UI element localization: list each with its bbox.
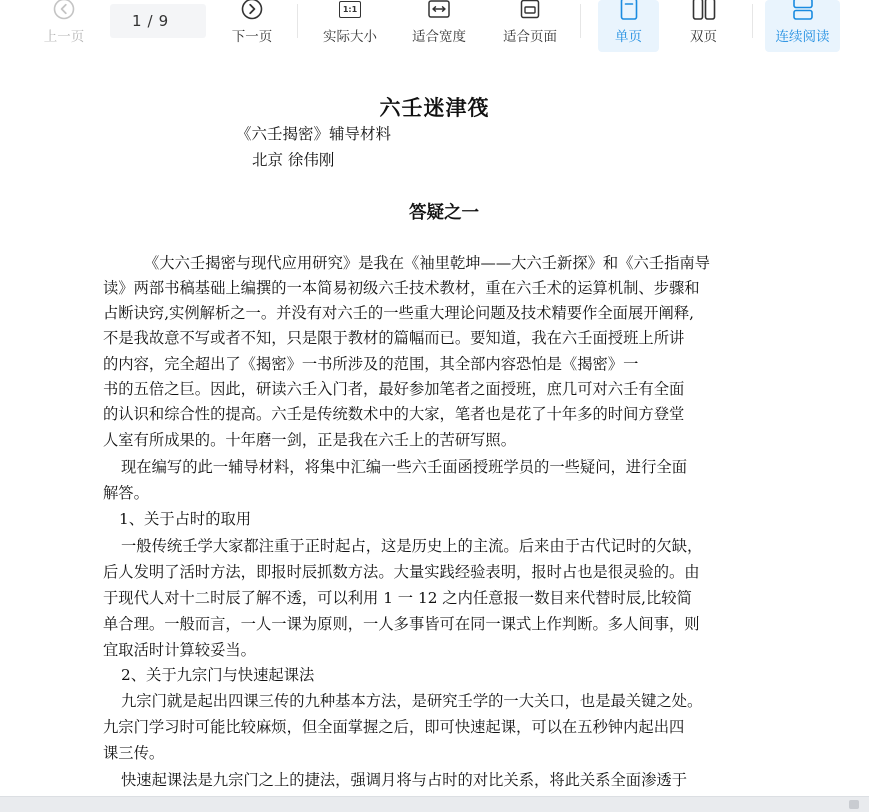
- text-line: 宜取活时计算较妥当。: [103, 641, 256, 659]
- actual-size-label: 实际大小: [323, 29, 377, 45]
- fit-page-icon: [520, 0, 540, 20]
- document-page: [0, 56, 869, 796]
- fit-width-button[interactable]: [407, 0, 471, 52]
- document-title: 六壬迷津筏: [379, 95, 490, 120]
- text-line: 人室有所成果的。十年磨一剑，正是我在六壬上的苦研写照。: [103, 431, 517, 449]
- single-page-label: 单页: [615, 29, 642, 45]
- continuous-read-button[interactable]: [765, 0, 840, 52]
- text-line: 快速起课法是九宗门之上的捷法，强调月将与占时的对比关系，将此关系全面渗透于: [121, 771, 687, 789]
- double-page-button[interactable]: [673, 0, 734, 52]
- text-line: 解答。: [103, 484, 149, 502]
- prev-page-button[interactable]: [40, 0, 88, 52]
- text-line: 后人发明了活时方法，即报时辰抓数方法。大量实践经验表明，报时占也是很灵验的。由: [103, 563, 700, 581]
- text-line: 的内容，完全超出了《揭密》一书所涉及的范围，其全部内容恐怕是《揭密》一: [103, 355, 639, 373]
- double-page-label: 双页: [690, 29, 717, 45]
- next-page-label: 下一页: [231, 29, 273, 45]
- scrollbar-handle[interactable]: [849, 800, 859, 809]
- section-heading: 答疑之一: [409, 203, 479, 223]
- toolbar-divider: [580, 4, 581, 38]
- single-page-button[interactable]: [598, 0, 659, 52]
- document-author: 北京 徐伟刚: [252, 151, 335, 169]
- chevron-right-circle-icon: [241, 0, 263, 20]
- horizontal-scrollbar[interactable]: [0, 796, 869, 812]
- text-line: 《大六壬揭密与现代应用研究》是我在《袖里乾坤——大六壬新探》和《六壬指南导: [144, 254, 710, 272]
- text-line: 占断诀窍,实例解析之一。并没有对六壬的一些重大理论问题及技术精要作全面展开阐释,: [103, 304, 695, 322]
- text-line: 九宗门学习时可能比较麻烦，但全面掌握之后，即可快速起课，可以在五秒钟内起出四: [103, 718, 685, 736]
- text-line: 课三传。: [103, 744, 165, 762]
- fit-width-icon: [428, 0, 450, 20]
- text-line: 于现代人对十二时辰了解不透，可以利用 1 一 12 之内任意报一数目来代替时辰,比较简: [103, 589, 692, 607]
- prev-page-label: 上一页: [43, 29, 85, 45]
- page-number-field[interactable]: [110, 4, 206, 38]
- text-line: 1、关于占时的取用: [119, 510, 252, 528]
- reader-toolbar: [0, 0, 869, 56]
- page-current: 1: [132, 12, 142, 30]
- actual-size-icon: 1:1: [339, 0, 361, 20]
- actual-size-button[interactable]: [318, 0, 382, 52]
- page-separator: /: [147, 12, 153, 30]
- text-line: 九宗门就是起出四课三传的九种基本方法，是研究壬学的一大关口，也是最关键之处。: [121, 692, 703, 710]
- document-subtitle: 《六壬揭密》辅导材料: [236, 125, 392, 143]
- toolbar-divider: [297, 4, 298, 38]
- text-line: 一般传统壬学大家都注重于正时起占，这是历史上的主流。后来由于古代记时的欠缺，: [121, 537, 703, 555]
- text-line: 不是我故意不写或者不知，只是限于教材的篇幅而已。要知道，我在六壬面授班上所讲: [103, 329, 685, 347]
- text-line: 2、关于九宗门与快速起课法: [121, 666, 315, 684]
- text-line: 书的五倍之巨。因此，研读六壬入门者，最好参加笔者之面授班，庶几可对六壬有全面: [103, 380, 685, 398]
- text-line: 的认识和综合性的提高。六壬是传统数术中的大家，笔者也是花了十年多的时间方登堂: [103, 405, 685, 423]
- double-page-icon: [692, 0, 716, 20]
- text-line: 现在编写的此一辅导材料，将集中汇编一些六壬面函授班学员的一些疑问，进行全面: [121, 458, 687, 476]
- fit-page-label: 适合页面: [503, 29, 557, 45]
- next-page-button[interactable]: [228, 0, 276, 52]
- text-line: 单合理。一般而言，一人一课为原则，一人多事皆可在同一课式上作判断。多人间事，则: [103, 615, 700, 633]
- text-line: 读》两部书稿基础上编撰的一本简易初级六壬技术教材，重在六壬术的运算机制、步骤和: [103, 279, 700, 297]
- fit-width-label: 适合宽度: [412, 29, 466, 45]
- toolbar-divider: [752, 4, 753, 38]
- continuous-read-label: 连续阅读: [775, 29, 830, 45]
- chevron-left-circle-icon: [53, 0, 75, 20]
- page-total: 9: [158, 12, 169, 30]
- continuous-read-icon: [792, 0, 814, 20]
- single-page-icon: [620, 0, 638, 20]
- fit-page-button[interactable]: [498, 0, 562, 52]
